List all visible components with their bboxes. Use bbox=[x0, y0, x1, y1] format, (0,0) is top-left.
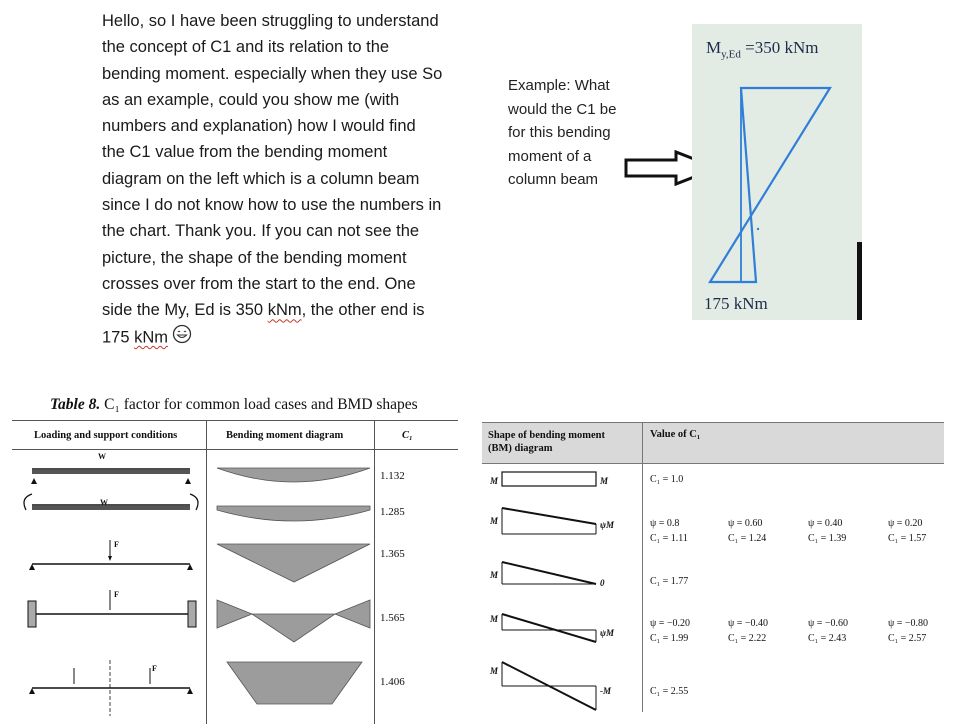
question-line: since I do not know how to use the numbers in bbox=[102, 196, 442, 215]
moment-label: ψM bbox=[600, 520, 615, 530]
c1-value: 1.406 bbox=[380, 676, 405, 688]
question-line: numbers and explanation) how I would find bbox=[102, 117, 416, 136]
question-text bbox=[102, 8, 494, 352]
c1-cell: C₁ = 1.77 bbox=[650, 576, 689, 587]
load-label: F bbox=[114, 590, 119, 599]
question-line: the concept of C1 and its relation to the bbox=[102, 38, 390, 57]
example-line: would the C1 be bbox=[508, 100, 617, 118]
header-bmd: Bending moment diagram bbox=[226, 430, 344, 441]
c1-cell: C₁ = 2.55 bbox=[650, 686, 689, 697]
question-line bbox=[102, 297, 494, 323]
c1-cell: ψ = 0.40 C₁ = 1.39 bbox=[808, 518, 847, 544]
load-label: F bbox=[152, 664, 157, 673]
moment-label: M bbox=[490, 516, 499, 526]
question-line: crosses over from the start to the end. One bbox=[102, 274, 416, 293]
example-line: for this bending bbox=[508, 124, 611, 141]
c1-cell: ψ = −0.80 C₁ = 2.57 bbox=[888, 618, 929, 644]
question-line: as an example, could you show me (with bbox=[102, 90, 400, 109]
header-shape: Shape of bending moment (BM) diagram bbox=[488, 430, 605, 454]
table-c1-values bbox=[482, 422, 944, 712]
moment-label: M bbox=[490, 570, 499, 580]
moment-label: M bbox=[490, 476, 499, 486]
c1-cell: ψ = −0.20 C₁ = 1.99 bbox=[650, 618, 691, 644]
c1-value: 1.565 bbox=[380, 612, 405, 624]
load-label: W bbox=[100, 498, 108, 507]
question-line: the C1 value from the bending moment bbox=[102, 143, 388, 162]
example-line: Example: What bbox=[508, 77, 610, 94]
moment-top-label: $M_{y,Ed} =350$ kNm bbox=[706, 38, 819, 61]
question-line bbox=[102, 324, 494, 352]
moment-label: ψM bbox=[600, 628, 615, 638]
moment-diagram-lines bbox=[692, 24, 862, 320]
header-c1: C₁ bbox=[402, 430, 413, 441]
c1-cell: ψ = 0.20 C₁ = 1.57 bbox=[888, 518, 927, 544]
smiley-icon bbox=[172, 324, 192, 352]
moment-label: M bbox=[490, 666, 499, 676]
spellcheck-word: kNm bbox=[134, 328, 169, 347]
c1-cell: C₁ = 1.0 bbox=[650, 474, 684, 485]
question-line: Hello, so I have been struggling to understand bbox=[102, 12, 439, 30]
table-caption: Table 8. C₁ factor for common load cases and BMD shapes bbox=[50, 396, 418, 413]
question-line: bending moment. especially when they use So bbox=[102, 64, 443, 83]
header-value: Value of C₁ bbox=[650, 429, 701, 440]
moment-label: 0 bbox=[600, 578, 605, 588]
c1-cell: ψ = 0.8 C₁ = 1.11 bbox=[650, 518, 688, 544]
c1-value: 1.365 bbox=[380, 548, 405, 560]
table-header bbox=[482, 422, 944, 464]
question-line: picture, the shape of the bending moment bbox=[102, 248, 407, 267]
c1-value: 1.132 bbox=[380, 470, 405, 482]
example-line: column beam bbox=[508, 171, 599, 188]
table-header bbox=[12, 420, 458, 450]
question-line: diagram on the left which is a column beam bbox=[102, 169, 420, 188]
c1-value: 1.285 bbox=[380, 506, 405, 518]
example-line: moment of a bbox=[508, 147, 592, 165]
c1-cell: ψ = −0.40 C₁ = 2.22 bbox=[728, 618, 769, 644]
question-text-fragment: , the other end is bbox=[301, 301, 425, 320]
table-8-c1-factors bbox=[12, 394, 458, 724]
c1-cell: ψ = −0.60 C₁ = 2.43 bbox=[808, 618, 849, 644]
example-note bbox=[508, 74, 616, 192]
load-label: F bbox=[114, 540, 119, 549]
spellcheck-word: kNm bbox=[267, 301, 302, 320]
load-label: W bbox=[98, 452, 106, 461]
header-loading: Loading and support conditions bbox=[34, 430, 178, 441]
moment-label: M bbox=[490, 614, 499, 624]
bending-moment-sketch bbox=[692, 24, 862, 320]
question-text-fragment: side the My, Ed is 350 bbox=[102, 301, 268, 320]
question-line: the chart. Thank you. If you can not see the bbox=[102, 222, 420, 241]
moment-label: -M bbox=[600, 686, 611, 696]
photo-edge bbox=[857, 242, 862, 320]
question-text-fragment: 175 bbox=[102, 328, 135, 347]
c1-cell: ψ = 0.60 C₁ = 1.24 bbox=[728, 518, 767, 544]
moment-label: M bbox=[600, 476, 609, 486]
moment-bottom-label: 175 kNm bbox=[704, 294, 768, 313]
column-divider bbox=[642, 422, 643, 712]
bm-shape-drawings bbox=[482, 462, 642, 712]
